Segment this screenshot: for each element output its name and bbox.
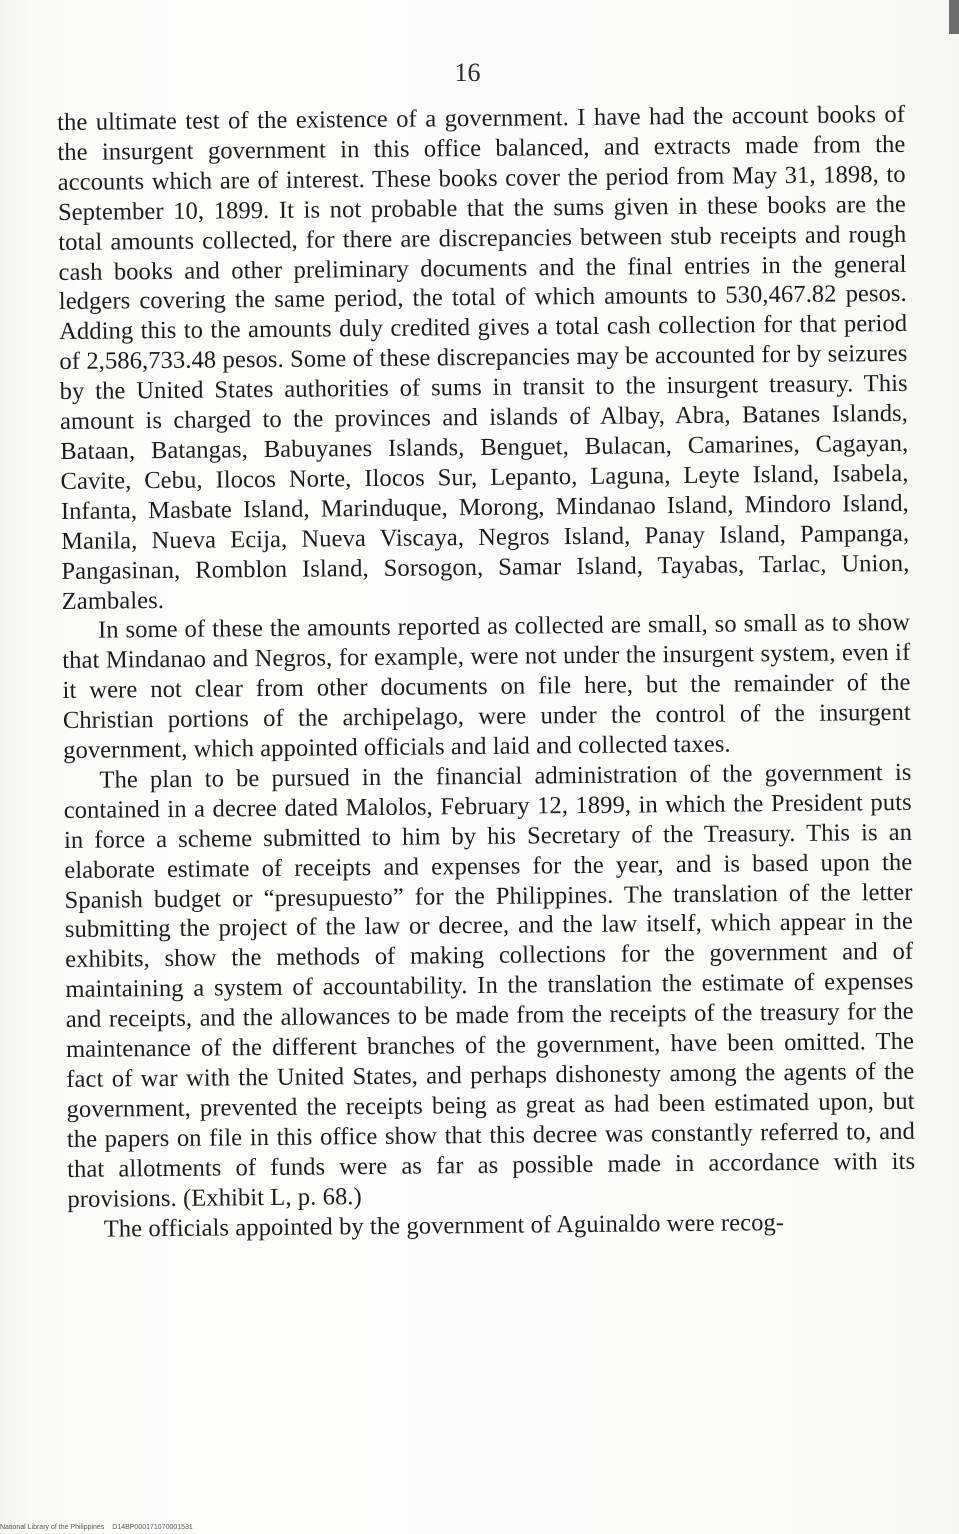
scan-footer xyxy=(0,1524,193,1531)
paragraph-1: the ultimate test of the existence of a government. I have had the account books of the insurgent government in this office balanced, and extracts made from the accounts which are of interest. These books cover the period from May 31, 1898, to September 10, 1899. It is not probable that the sums given in these books are the total amounts collected, for there are discrepancies between stub receipts and rough cash books and other preliminary documents and the final entries in the general ledgers covering the same period, the total of which amounts to 530,467.82 pesos. Adding this to the amounts duly credited gives a total cash collection for that period of 2,586,733.48 pesos. Some of these discrepancies may be accounted for by seizures by the United States authorities of sums in transit to the insurgent treasury. This amount is charged to the provinces and islands of Albay, Abra, Batanes Islands, Bataan, Batangas, Babuyanes Islands, Benguet, Bulacan, Camarines, Cagayan, Cavite, Cebu, Ilocos Norte, Ilocos Sur, Lepanto, Laguna, Leyte Island, Isabela, Infanta, Masbate Island, Marinduque, Morong, Mindanao Island, Mindoro Island, Manila, Nueva Ecija, Nueva Viscaya, Negros Island, Panay Island, Pampanga, Pangasinan, Romblon Island, Sorsogon, Samar Island, Tayabas, Tarlac, Union, Zambales. xyxy=(57,100,910,615)
paragraph-2: In some of these the amounts reported as collected are small, so small as to show that Mindanao and Negros, for example, were not under the insurgent system, even if it were not clear from other documents on file here, but the remainder of the Christian portions of the archipelago, were under the control of the insurgent government, which appointed officials and laid and collected taxes. xyxy=(62,609,911,765)
body-text xyxy=(57,100,916,1245)
page-number: 16 xyxy=(454,58,481,87)
paragraph-3: The plan to be pursued in the financial administration of the government is contained in a decree dated Malolos, February 12, 1899, in which the President puts in force a scheme submitted to him by his Secretary of the Treasury. This is an elaborate estimate of receipts and expenses for the year, and is based upon the Spanish budget or “presupuesto” for the Philippines. The translation of the letter submitting the project of the law or decree, and the law itself, which appear in the exhibits, show the methods of making collections for the government and of maintaining a system of accountability. In the translation the estimate of expenses and receipts, and the allowances to be made from the receipts of the treasury for the maintenance of the different branches of the government, have been omitted. The fact of war with the United States, and perhaps dishonesty among the agents of the government, prevented the receipts being as great as had been estimated upon, but the papers on file in this office show that this decree was constantly referred to, and that allotments of funds were as far as possible made in accordance with its provisions. (Exhibit L, p. 68.) xyxy=(63,758,916,1213)
paragraph-4: The officials appointed by the government of Aguinaldo were recog- xyxy=(103,1208,785,1243)
scan-edge-mark xyxy=(949,0,959,34)
footer-id: D14BP000171070001531 xyxy=(112,1524,193,1531)
footer-library: National Library of the Philippines xyxy=(0,1524,105,1531)
